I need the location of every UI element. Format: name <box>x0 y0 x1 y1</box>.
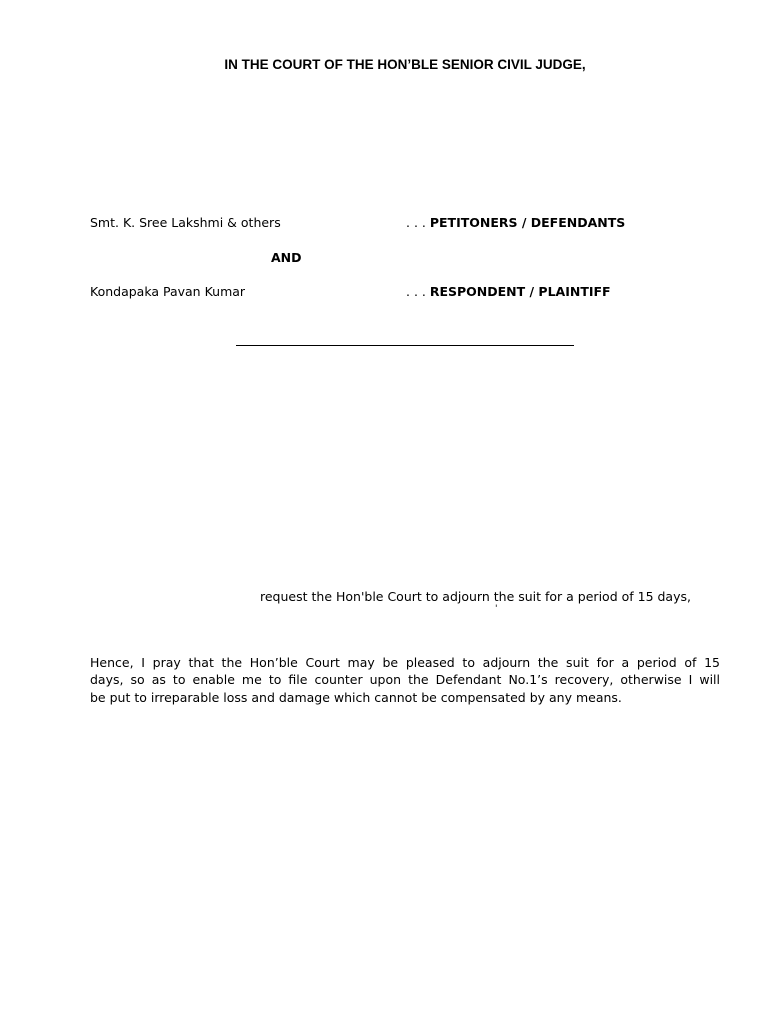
prayer-paragraph <box>90 654 720 706</box>
petitioner-role-prefix: . . . <box>406 215 430 230</box>
prayer-line: be put to irreparable loss and damage which cannot be compensated by any means. <box>90 689 622 705</box>
petitioner-name: Smt. K. Sree Lakshmi & others <box>90 215 281 230</box>
respondent-name: Kondapaka Pavan Kumar <box>90 284 246 299</box>
conjunction-and: AND <box>271 250 302 265</box>
prayer-line: Hence, I pray that the Hon’ble Court may be pleased to adjourn the suit for a period of 15 <box>90 655 720 670</box>
prayer-line: days, so as to enable me to file counter upon the Defendant No.1’s recovery, otherwise I will <box>90 672 720 688</box>
respondent-role-prefix: . . . <box>406 284 430 299</box>
petitioner-role: PETITONERS / DEFENDANTS <box>429 215 626 230</box>
petitioner-role-line <box>406 215 625 230</box>
respondent-role: RESPONDENT / PLAINTIFF <box>429 284 611 299</box>
respondent-role-line <box>406 284 611 299</box>
request-line: request the Hon'ble Court to adjourn the suit for a period of 15 days, <box>260 589 691 604</box>
court-heading: IN THE COURT OF THE HON’BLE SENIOR CIVIL JUDGE, <box>224 57 586 72</box>
cause-title-divider <box>236 345 574 346</box>
stray-mark: ' <box>495 604 498 614</box>
